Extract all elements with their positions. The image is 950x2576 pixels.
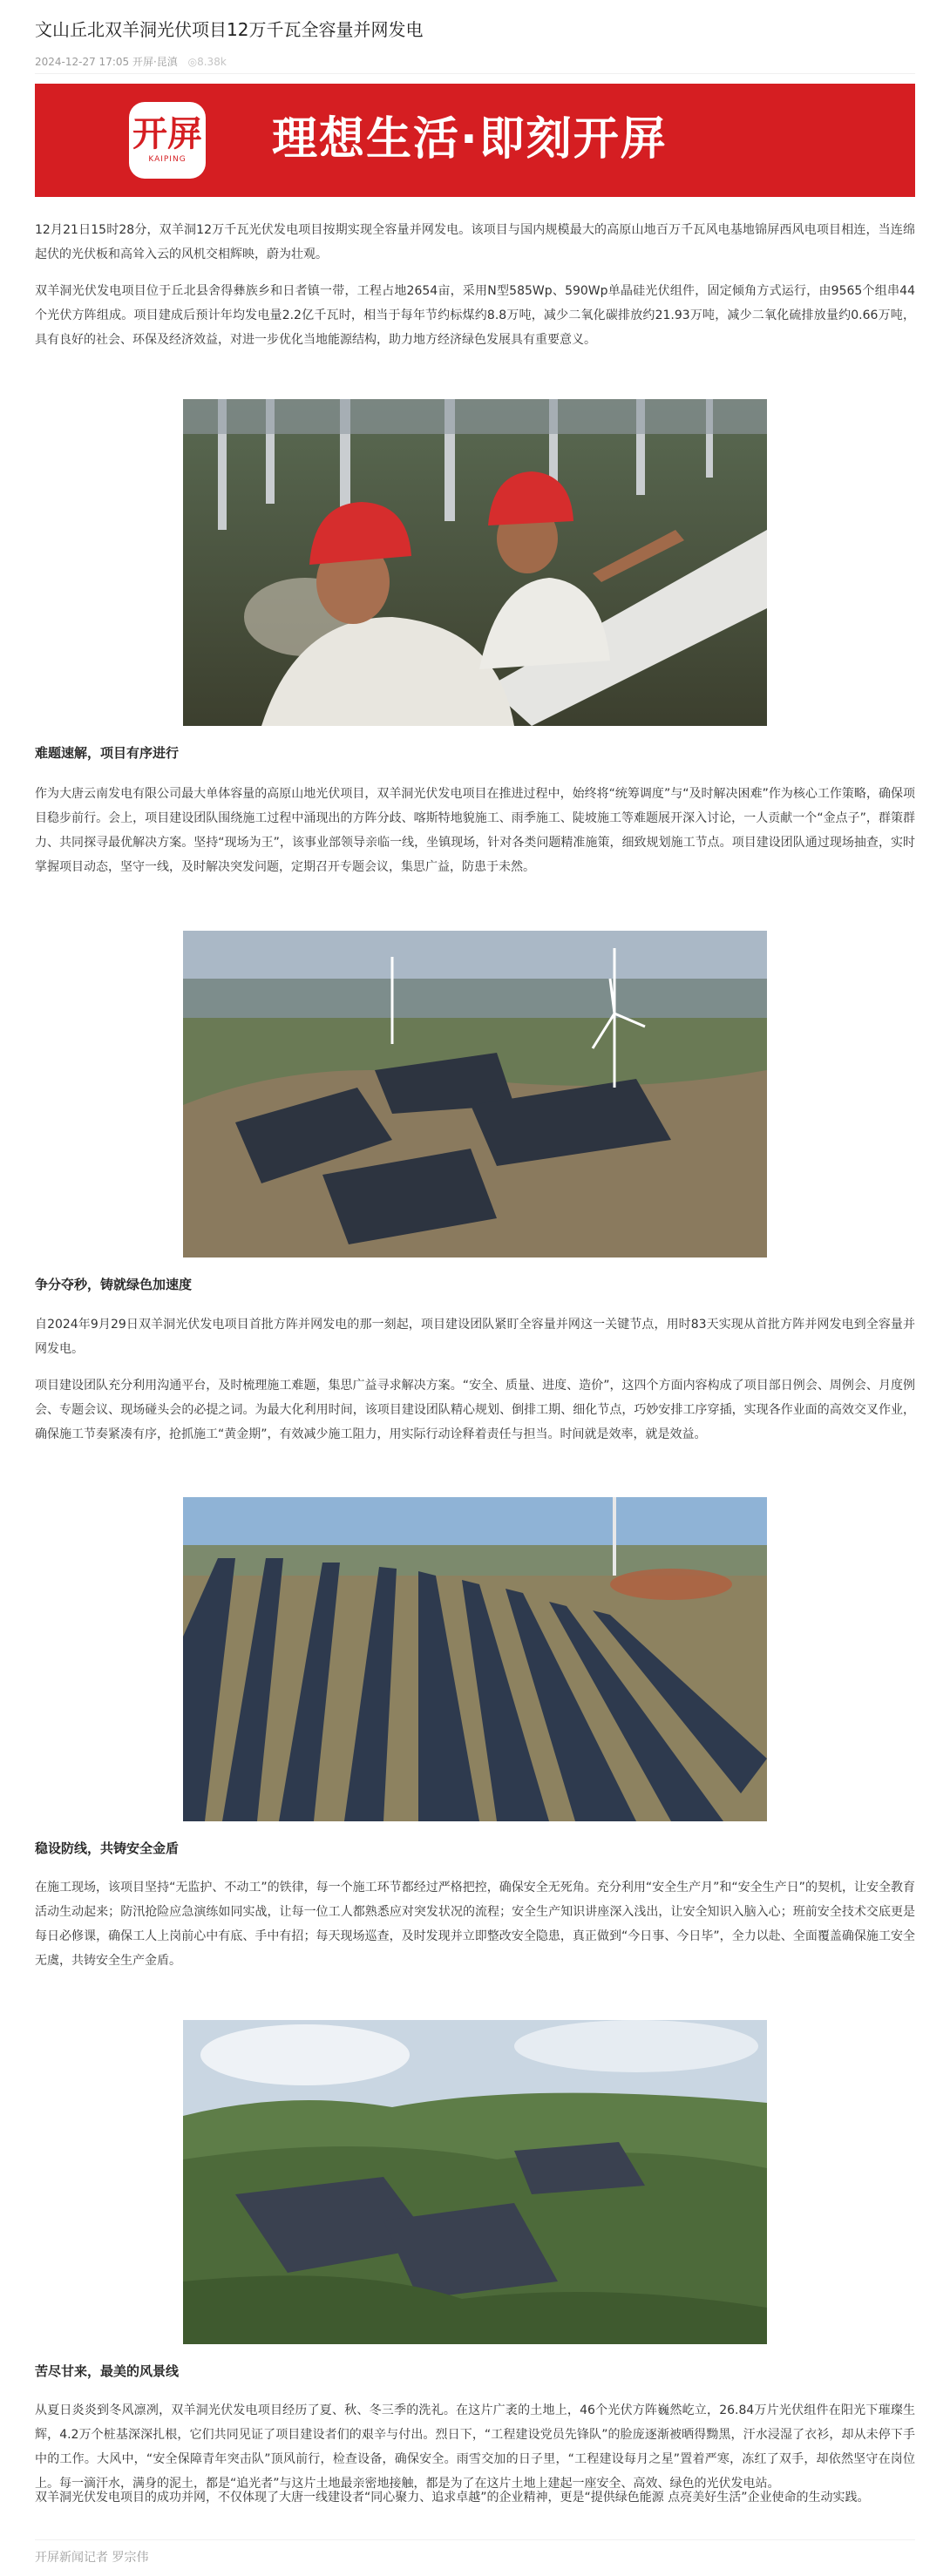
photo-panel-rows [183,1497,767,1821]
section-heading: 苦尽甘来，最美的风景线 [35,2363,180,2379]
section-heading: 难题速解，项目有序进行 [35,745,180,761]
paragraph: 自2024年9月29日双羊洞光伏发电项目首批方阵并网发电的那一刻起，项目建设团队紧盯全容量并网这一关键节点，用时83天实现从首批方阵并网发电到全容量并网发电。 [35,1318,915,1356]
section-heading: 稳设防线，共铸安全金盾 [35,1840,180,1856]
paragraph: 12月21日15时28分，双羊洞12万千瓦光伏发电项目按期实现全容量并网发电。该项目与国内规模最大的高原山地百万千瓦风电基地锦屏西风电项目相连，当连绵起伏的光伏板和高耸入云的风机交相辉映，蔚为壮观。 [35,223,915,261]
paragraph: 从夏日炎炎到冬风凛冽，双羊洞光伏发电项目经历了夏、秋、冬三季的洗礼。在这片广袤的土地上，46个光伏方阵巍然屹立，26.84万片光伏组件在阳光下璀璨生辉，4.2万个桩基深深扎根，它们共同见证了项目建设者们的艰辛与付出。烈日下，“工程建设党员先锋队”的脸庞逐渐被晒得黝黑，汗水浸湿了衣衫，却从未停下手中的工作。大风中，“安全保障青年突击队”顶风前行，检查设备，确保安全。雨雪交加的日子里，“工程建设每月之星”置着严寒，冻红了双手，却依然坚守在岗位上。每一滴汗水，满身的泥土，都是“追光者”与这片土地最亲密地接触，都是为了在这片土地上建起一座安全、高效、绿色的光伏发电站。 [35,2403,915,2491]
paragraph: 在施工现场，该项目坚持“无监护、不动工”的铁律，每一个施工环节都经过严格把控，确保安全无死角。充分利用“安全生产月”和“安全生产日”的契机，让安全教育活动生动起来；防汛抢险应急演练如同实战，让每一位工人都熟悉应对突发状况的流程；安全生产知识讲座深入浅出，让安全知识入脑入心；班前安全技术交底更是每日必修课，确保工人上岗前心中有底、手中有招；每天现场巡查，及时发现并立即整改安全隐患，真正做到“今日事、今日毕”，全力以赴、全面覆盖确保施工安全无虞，共铸安全生产金盾。 [35,1881,915,1968]
article-source[interactable]: 开屏·昆滇 [132,56,178,68]
publish-date: 2024-12-27 17:05 [35,56,130,68]
section-heading: 争分夺秒，铸就绿色加速度 [35,1277,193,1292]
paragraph: 项目建设团队充分利用沟通平台，及时梳理施工难题，集思广益寻求解决方案。“安全、质量、进度、造价”，这四个方面内容构成了项目部日例会、周例会、月度例会、专题会议、现场碰头会的必提之词。为最大化利用时间，该项目建设团队精心规划、倒排工期、细化节点，巧妙安排工序穿插，实现各作业面的高效交叉作业，确保施工节奏紧凑有序，抢抓施工“黄金期”，有效减少施工阻力，用实际行动诠释着责任与担当。时间就是效率，就是效益。 [35,1379,915,1441]
view-count-value: 8.38k [197,56,227,68]
banner-slogan: 理想生活·即刻开屏 [272,113,668,166]
promo-banner[interactable] [35,84,915,197]
paragraph: 作为大唐云南发电有限公司最大单体容量的高原山地光伏项目，双羊洞光伏发电项目在推进过程中，始终将“统筹调度”与“及时解决困难”作为核心工作策略，确保项目稳步前行。会上，项目建设团队围绕施工过程中涌现出的方阵分歧、喀斯特地貌施工、雨季施工、陡坡施工等难题展开深入讨论，一人贡献一个“金点子”，群策群力、共同探寻最优解决方案。坚持“现场为王”，该事业部领导亲临一线，坐镇现场，针对各类问题精准施策，细致规划施工节点。项目建设团队通过现场抽查，实时掌握项目动态，坚守一线，及时解决突发问题，定期召开专题会议，集思广益，防患于未然。 [35,787,915,874]
photo-aerial-wind-solar [183,931,767,1257]
view-count [188,56,227,68]
photo-workers-helmets [183,399,767,726]
author-credit: 开屏新闻记者 罗宗伟 [35,2551,149,2565]
title-divider [35,73,915,74]
article-meta [35,54,227,69]
paragraph: 双羊洞光伏发电项目位于丘北县舍得彝族乡和日者镇一带，工程占地2654亩，采用N型585Wp、590Wp单晶硅光伏组件，固定倾角方式运行，由9565个组串44个光伏方阵组成。项目建成后预计年均发电量2.2亿千瓦时，相当于每年节约标煤约8.8万吨，减少二氧化碳排放约21.93万吨，减少二氧化硫排放量约0.66万吨，具有良好的社会、环保及经济效益，对进一步优化当地能源结构，助力地方经济绿色发展具有重要意义。 [35,284,915,347]
article-title: 文山丘北双羊洞光伏项目12万千瓦全容量并网发电 [35,19,424,40]
kaiping-logo [129,102,206,179]
footer-divider [35,2539,915,2540]
logo-mark: 开屏 [132,113,202,154]
photo-green-hills-solar [183,2020,767,2344]
logo-subtext: KAIPING [148,155,187,164]
paragraph: 双羊洞光伏发电项目的成功并网，不仅体现了大唐一线建设者“同心聚力、追求卓越”的企业精神，更是“提供绿色能源 点亮美好生活”企业使命的生动实践。 [35,2491,870,2505]
eye-icon: ◎ [187,56,198,68]
